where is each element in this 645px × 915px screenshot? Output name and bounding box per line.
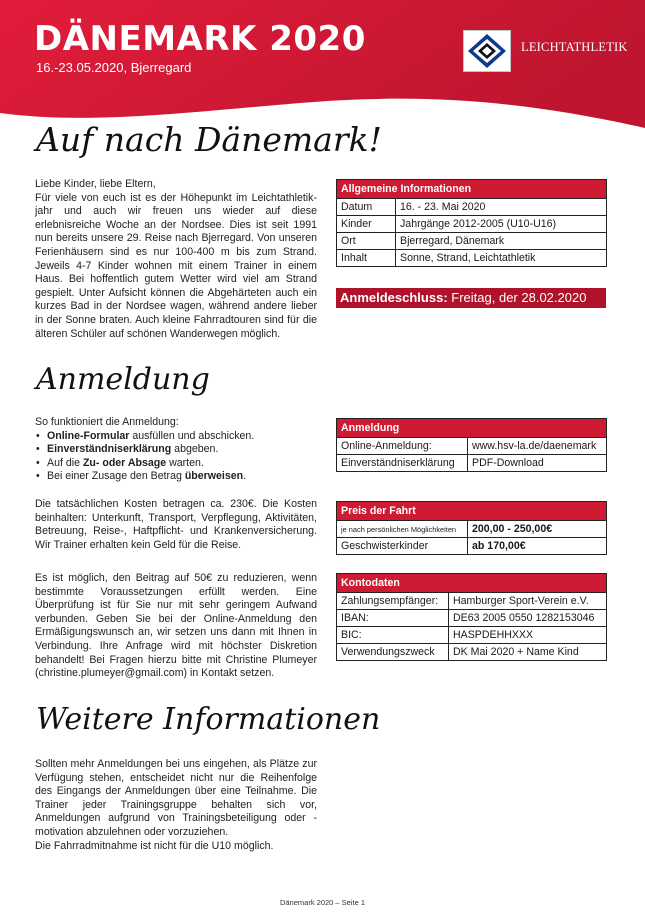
- registration-label-consent: Einverständniserklärung: [337, 455, 468, 472]
- page-footer: Dänemark 2020 – Seite 1: [279, 898, 366, 907]
- account-table-title: Kontodaten: [337, 574, 607, 593]
- registration-deadline-banner: [336, 288, 606, 308]
- registration-link-pdf[interactable]: PDF-Download: [468, 455, 607, 472]
- deadline-value: Freitag, der 28.02.2020: [451, 290, 587, 305]
- table-row: [337, 627, 607, 644]
- registration-label-online: Online-Anmeldung:: [337, 438, 468, 455]
- account-table: [336, 573, 607, 661]
- general-value-content: Sonne, Strand, Leichtathletik: [396, 250, 607, 267]
- price-label-siblings: Geschwisterkinder: [337, 538, 468, 555]
- registration-steps-list: [35, 430, 317, 484]
- logo-text: LEICHTATHLETIK: [521, 40, 628, 54]
- price-value-standard: 200,00 - 250,00€: [468, 521, 607, 538]
- list-item: • Auf die Zu- oder Absage warten.: [35, 457, 317, 471]
- further-info-paragraph: Sollten mehr Anmeldungen bei uns eingehen, als Plätze zur Verfügung stehen, entscheidet nicht nur die Reihenfolge des Eingangs der Anmeldungen über eine Teilnahme. Die Trainer jeder Trainingsgruppe behalten sich vor, Anmeldungen aufgrund von Trainingsbeteiligung oder -motivation abzulehnen oder vorzuziehen.: [35, 758, 317, 838]
- general-info-table: [336, 179, 607, 267]
- table-row: [337, 455, 607, 472]
- table-row: [337, 610, 607, 627]
- table-row: [337, 538, 607, 555]
- deadline-label: Anmeldeschluss:: [340, 290, 448, 305]
- account-label-bic: BIC:: [337, 627, 449, 644]
- registration-steps-block: [35, 416, 317, 484]
- general-label-date: Datum: [337, 199, 396, 216]
- table-row: [337, 438, 607, 455]
- document-subtitle: 16.-23.05.2020, Bjerregard: [36, 60, 192, 75]
- price-table: [336, 501, 607, 555]
- list-item: • Bei einer Zusage den Betrag überweisen.: [35, 470, 317, 484]
- account-value-reference: DK Mai 2020 + Name Kind: [449, 644, 607, 661]
- intro-greeting: Liebe Kinder, liebe Eltern,: [35, 178, 156, 190]
- account-label-iban: IBAN:: [337, 610, 449, 627]
- list-item: • Online-Formular ausfüllen und abschicken.: [35, 430, 317, 444]
- account-label-recipient: Zahlungsempfänger:: [337, 593, 449, 610]
- intro-heading: Auf nach Dänemark!: [36, 120, 382, 159]
- table-row: [337, 521, 607, 538]
- reduction-paragraph: Es ist möglich, den Beitrag auf 50€ zu reduzieren, wenn bestimmte Voraussetzungen erfüllt werden. Eine Überprüfung ist für Sie nur mit sehr geringem Aufwand verbunden. Geben Sie bei der Online-Anmeldung den Ermäßigungswunsch an, wir setzen uns dann mit Ihnen in Verbindung. Ihre Anfrage wird mit höchster Diskretion behandelt! Bei Fragen hierzu bitte mit Christine Plumeyer (christine.plumeyer@gmail.com) in Kontakt setzen.: [35, 572, 317, 680]
- table-row: [337, 233, 607, 250]
- further-info-heading: Weitere Informationen: [36, 702, 381, 737]
- list-item: • Einverständniserklärung abgeben.: [35, 443, 317, 457]
- intro-text-block: [35, 178, 317, 341]
- price-label-standard: je nach persönlichen Möglichkeiten: [337, 521, 468, 538]
- table-row: [337, 199, 607, 216]
- intro-paragraph: Für viele von euch ist es der Höhepunkt im Leichtathletik-jahr und auch wir freuen uns wieder auf diese erlebnisreiche Woche an der Nordsee. Dies ist seit 1991 nun bereits unsere 29. Reise nach Bjerregard. Von unseren Ferienhäusern sind es nur 100-400 m bis zum Strand. Jeweils 4-7 Kinder wohnen mit einem Trainer in einem Haus. Bei hoffentlich gutem Wetter wird viel am Strand gespielt. Unter Aufsicht können die Abgehärteten auch ein kurzes Bad in der Nordsee wagen, während andere lieber in der Sonne braten. Auch kleine Fahrradtouren sind für die älteren Schüler auf schönen Wanderwegen möglich.: [35, 191, 317, 340]
- registration-table-title: Anmeldung: [337, 419, 607, 438]
- account-label-reference: Verwendungszweck: [337, 644, 449, 661]
- general-value-place: Bjerregard, Dänemark: [396, 233, 607, 250]
- registration-link-online[interactable]: www.hsv-la.de/daenemark: [468, 438, 607, 455]
- account-value-bic: HASPDEHHXXX: [449, 627, 607, 644]
- document-title: DÄNEMARK 2020: [34, 19, 366, 59]
- general-label-place: Ort: [337, 233, 396, 250]
- table-row: [337, 593, 607, 610]
- general-info-title: Allgemeine Informationen: [337, 180, 607, 199]
- general-value-date: 16. - 23. Mai 2020: [396, 199, 607, 216]
- registration-table: [336, 418, 607, 472]
- table-row: [337, 250, 607, 267]
- table-row: [337, 644, 607, 661]
- general-label-content: Inhalt: [337, 250, 396, 267]
- registration-intro: So funktioniert die Anmeldung:: [35, 416, 179, 428]
- hsv-diamond-logo-icon: [463, 30, 511, 72]
- price-table-title: Preis der Fahrt: [337, 502, 607, 521]
- costs-paragraph: Die tatsächlichen Kosten betragen ca. 230€. Die Kosten beinhalten: Unterkunft, Transport, Verpflegung, Aktivitäten, Betreuung, Reise-, Haftpflicht- und Krankenversicherung. Wir Trainer erhalten kein Geld für die Reise.: [35, 498, 317, 551]
- account-value-iban: DE63 2005 0550 1282153046: [449, 610, 607, 627]
- registration-heading: Anmeldung: [36, 362, 210, 397]
- header-banner: [0, 0, 645, 140]
- further-info-block: [35, 758, 317, 853]
- general-value-kids: Jahrgänge 2012-2005 (U10-U16): [396, 216, 607, 233]
- further-info-note: Die Fahrradmitnahme ist nicht für die U10 möglich.: [35, 839, 274, 852]
- account-value-recipient: Hamburger Sport-Verein e.V.: [449, 593, 607, 610]
- table-row: [337, 216, 607, 233]
- general-label-kids: Kinder: [337, 216, 396, 233]
- price-value-siblings: ab 170,00€: [468, 538, 607, 555]
